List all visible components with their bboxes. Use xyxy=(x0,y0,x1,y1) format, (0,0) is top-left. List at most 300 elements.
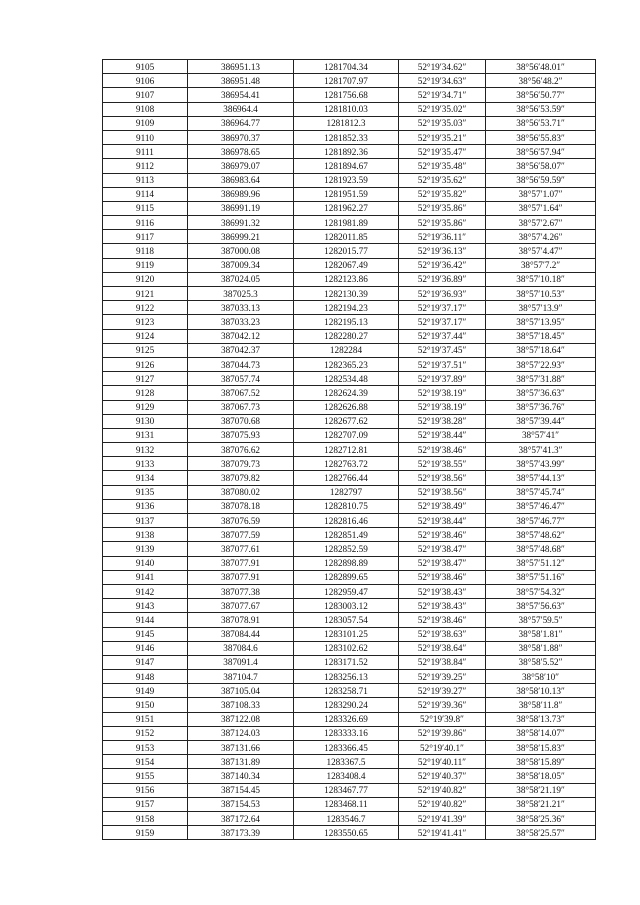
longitude-cell: 38°58′15.83″ xyxy=(486,741,596,755)
table-row xyxy=(103,712,596,726)
table-row xyxy=(103,329,596,343)
longitude-cell: 38°58′13.73″ xyxy=(486,712,596,726)
longitude-cell: 38°57′31.88″ xyxy=(486,372,596,386)
point-number-cell: 9157 xyxy=(103,797,188,811)
latitude-cell: 52°19′39.8″ xyxy=(399,712,486,726)
longitude-cell: 38°57′43.99″ xyxy=(486,457,596,471)
x-coordinate-cell: 387154.53 xyxy=(188,797,294,811)
longitude-cell: 38°56′53.59″ xyxy=(486,102,596,116)
longitude-cell: 38°57′10.18″ xyxy=(486,272,596,286)
longitude-cell: 38°58′15.89″ xyxy=(486,755,596,769)
point-number-cell: 9127 xyxy=(103,372,188,386)
longitude-cell: 38°57′46.47″ xyxy=(486,499,596,513)
point-number-cell: 9152 xyxy=(103,726,188,740)
table-row xyxy=(103,670,596,684)
longitude-cell: 38°57′18.64″ xyxy=(486,343,596,357)
table-row xyxy=(103,684,596,698)
x-coordinate-cell: 387104.7 xyxy=(188,670,294,684)
point-number-cell: 9120 xyxy=(103,272,188,286)
point-number-cell: 9149 xyxy=(103,684,188,698)
table-row xyxy=(103,130,596,144)
latitude-cell: 52°19′39.27″ xyxy=(399,684,486,698)
point-number-cell: 9135 xyxy=(103,485,188,499)
x-coordinate-cell: 387108.33 xyxy=(188,698,294,712)
y-coordinate-cell: 1283101.25 xyxy=(294,627,399,641)
latitude-cell: 52°19′34.71″ xyxy=(399,88,486,102)
latitude-cell: 52°19′38.28″ xyxy=(399,414,486,428)
x-coordinate-cell: 387077.59 xyxy=(188,528,294,542)
latitude-cell: 52°19′35.48″ xyxy=(399,159,486,173)
point-number-cell: 9111 xyxy=(103,145,188,159)
x-coordinate-cell: 387075.93 xyxy=(188,428,294,442)
latitude-cell: 52°19′34.62″ xyxy=(399,60,486,74)
y-coordinate-cell: 1281894.67 xyxy=(294,159,399,173)
table-row xyxy=(103,116,596,130)
longitude-cell: 38°56′53.71″ xyxy=(486,116,596,130)
longitude-cell: 38°56′48.2″ xyxy=(486,74,596,88)
longitude-cell: 38°57′1.07″ xyxy=(486,187,596,201)
y-coordinate-cell: 1281707.97 xyxy=(294,74,399,88)
x-coordinate-cell: 387131.89 xyxy=(188,755,294,769)
longitude-cell: 38°58′21.19″ xyxy=(486,783,596,797)
longitude-cell: 38°57′59.5″ xyxy=(486,613,596,627)
table-row xyxy=(103,741,596,755)
x-coordinate-cell: 387079.82 xyxy=(188,471,294,485)
longitude-cell: 38°58′18.05″ xyxy=(486,769,596,783)
latitude-cell: 52°19′39.86″ xyxy=(399,726,486,740)
longitude-cell: 38°57′44.13″ xyxy=(486,471,596,485)
longitude-cell: 38°57′2.67″ xyxy=(486,216,596,230)
table-row xyxy=(103,145,596,159)
table-row xyxy=(103,386,596,400)
latitude-cell: 52°19′34.63″ xyxy=(399,74,486,88)
table-row xyxy=(103,102,596,116)
x-coordinate-cell: 387078.91 xyxy=(188,613,294,627)
table-body xyxy=(103,60,596,840)
y-coordinate-cell: 1282195.13 xyxy=(294,315,399,329)
x-coordinate-cell: 387077.67 xyxy=(188,599,294,613)
point-number-cell: 9148 xyxy=(103,670,188,684)
point-number-cell: 9124 xyxy=(103,329,188,343)
point-number-cell: 9141 xyxy=(103,570,188,584)
table-row xyxy=(103,584,596,598)
longitude-cell: 38°57′48.68″ xyxy=(486,542,596,556)
x-coordinate-cell: 387076.62 xyxy=(188,443,294,457)
latitude-cell: 52°19′38.56″ xyxy=(399,485,486,499)
point-number-cell: 9137 xyxy=(103,514,188,528)
table-row xyxy=(103,443,596,457)
point-number-cell: 9125 xyxy=(103,343,188,357)
point-number-cell: 9151 xyxy=(103,712,188,726)
y-coordinate-cell: 1282797 xyxy=(294,485,399,499)
longitude-cell: 38°57′1.64″ xyxy=(486,201,596,215)
table-row xyxy=(103,414,596,428)
y-coordinate-cell: 1283326.69 xyxy=(294,712,399,726)
table-row xyxy=(103,471,596,485)
longitude-cell: 38°57′4.26″ xyxy=(486,230,596,244)
latitude-cell: 52°19′41.41″ xyxy=(399,826,486,840)
x-coordinate-cell: 386964.77 xyxy=(188,116,294,130)
table-row xyxy=(103,726,596,740)
latitude-cell: 52°19′38.19″ xyxy=(399,400,486,414)
point-number-cell: 9119 xyxy=(103,258,188,272)
x-coordinate-cell: 387067.52 xyxy=(188,386,294,400)
table-row xyxy=(103,698,596,712)
x-coordinate-cell: 387024.05 xyxy=(188,272,294,286)
latitude-cell: 52°19′40.1″ xyxy=(399,741,486,755)
x-coordinate-cell: 387173.39 xyxy=(188,826,294,840)
latitude-cell: 52°19′38.47″ xyxy=(399,542,486,556)
y-coordinate-cell: 1281756.68 xyxy=(294,88,399,102)
table-row xyxy=(103,230,596,244)
longitude-cell: 38°57′51.12″ xyxy=(486,556,596,570)
y-coordinate-cell: 1282624.39 xyxy=(294,386,399,400)
point-number-cell: 9142 xyxy=(103,584,188,598)
longitude-cell: 38°58′25.57″ xyxy=(486,826,596,840)
y-coordinate-cell: 1282712.81 xyxy=(294,443,399,457)
x-coordinate-cell: 387122.08 xyxy=(188,712,294,726)
table-row xyxy=(103,528,596,542)
x-coordinate-cell: 387077.91 xyxy=(188,570,294,584)
x-coordinate-cell: 387154.45 xyxy=(188,783,294,797)
longitude-cell: 38°58′1.81″ xyxy=(486,627,596,641)
latitude-cell: 52°19′40.37″ xyxy=(399,769,486,783)
longitude-cell: 38°57′41.3″ xyxy=(486,443,596,457)
latitude-cell: 52°19′36.13″ xyxy=(399,244,486,258)
y-coordinate-cell: 1281981.89 xyxy=(294,216,399,230)
x-coordinate-cell: 387067.73 xyxy=(188,400,294,414)
y-coordinate-cell: 1281812.3 xyxy=(294,116,399,130)
y-coordinate-cell: 1283258.71 xyxy=(294,684,399,698)
point-number-cell: 9139 xyxy=(103,542,188,556)
point-number-cell: 9158 xyxy=(103,811,188,825)
y-coordinate-cell: 1281962.27 xyxy=(294,201,399,215)
x-coordinate-cell: 387000.08 xyxy=(188,244,294,258)
table-row xyxy=(103,599,596,613)
table-row xyxy=(103,797,596,811)
longitude-cell: 38°57′4.47″ xyxy=(486,244,596,258)
latitude-cell: 52°19′35.82″ xyxy=(399,187,486,201)
longitude-cell: 38°58′10.13″ xyxy=(486,684,596,698)
x-coordinate-cell: 387077.91 xyxy=(188,556,294,570)
latitude-cell: 52°19′38.84″ xyxy=(399,655,486,669)
x-coordinate-cell: 387070.68 xyxy=(188,414,294,428)
point-number-cell: 9128 xyxy=(103,386,188,400)
x-coordinate-cell: 386954.41 xyxy=(188,88,294,102)
longitude-cell: 38°57′41″ xyxy=(486,428,596,442)
longitude-cell: 38°57′13.95″ xyxy=(486,315,596,329)
y-coordinate-cell: 1282899.65 xyxy=(294,570,399,584)
y-coordinate-cell: 1283057.54 xyxy=(294,613,399,627)
latitude-cell: 52°19′36.89″ xyxy=(399,272,486,286)
y-coordinate-cell: 1282067.49 xyxy=(294,258,399,272)
longitude-cell: 38°57′45.74″ xyxy=(486,485,596,499)
point-number-cell: 9117 xyxy=(103,230,188,244)
table-row xyxy=(103,187,596,201)
latitude-cell: 52°19′38.56″ xyxy=(399,471,486,485)
x-coordinate-cell: 387009.34 xyxy=(188,258,294,272)
latitude-cell: 52°19′38.19″ xyxy=(399,386,486,400)
point-number-cell: 9115 xyxy=(103,201,188,215)
table-row xyxy=(103,343,596,357)
table-row xyxy=(103,613,596,627)
latitude-cell: 52°19′37.89″ xyxy=(399,372,486,386)
longitude-cell: 38°58′10″ xyxy=(486,670,596,684)
longitude-cell: 38°57′13.9″ xyxy=(486,301,596,315)
x-coordinate-cell: 386979.07 xyxy=(188,159,294,173)
latitude-cell: 52°19′40.11″ xyxy=(399,755,486,769)
y-coordinate-cell: 1283408.4 xyxy=(294,769,399,783)
longitude-cell: 38°57′39.44″ xyxy=(486,414,596,428)
point-number-cell: 9105 xyxy=(103,60,188,74)
x-coordinate-cell: 387080.02 xyxy=(188,485,294,499)
table-row xyxy=(103,301,596,315)
x-coordinate-cell: 386999.21 xyxy=(188,230,294,244)
point-number-cell: 9136 xyxy=(103,499,188,513)
table-row xyxy=(103,400,596,414)
point-number-cell: 9159 xyxy=(103,826,188,840)
latitude-cell: 52°19′38.44″ xyxy=(399,514,486,528)
y-coordinate-cell: 1282626.88 xyxy=(294,400,399,414)
x-coordinate-cell: 386970.37 xyxy=(188,130,294,144)
latitude-cell: 52°19′39.36″ xyxy=(399,698,486,712)
y-coordinate-cell: 1283367.5 xyxy=(294,755,399,769)
y-coordinate-cell: 1281704.34 xyxy=(294,60,399,74)
point-number-cell: 9156 xyxy=(103,783,188,797)
longitude-cell: 38°57′36.63″ xyxy=(486,386,596,400)
latitude-cell: 52°19′38.43″ xyxy=(399,599,486,613)
latitude-cell: 52°19′38.44″ xyxy=(399,428,486,442)
y-coordinate-cell: 1282130.39 xyxy=(294,287,399,301)
y-coordinate-cell: 1282194.23 xyxy=(294,301,399,315)
y-coordinate-cell: 1283550.65 xyxy=(294,826,399,840)
latitude-cell: 52°19′38.46″ xyxy=(399,570,486,584)
y-coordinate-cell: 1283290.24 xyxy=(294,698,399,712)
table-row xyxy=(103,315,596,329)
table-row xyxy=(103,216,596,230)
x-coordinate-cell: 387079.73 xyxy=(188,457,294,471)
table-row xyxy=(103,74,596,88)
point-number-cell: 9109 xyxy=(103,116,188,130)
x-coordinate-cell: 387042.12 xyxy=(188,329,294,343)
longitude-cell: 38°57′36.76″ xyxy=(486,400,596,414)
longitude-cell: 38°58′1.88″ xyxy=(486,641,596,655)
latitude-cell: 52°19′37.44″ xyxy=(399,329,486,343)
y-coordinate-cell: 1282766.44 xyxy=(294,471,399,485)
y-coordinate-cell: 1283468.11 xyxy=(294,797,399,811)
table-row xyxy=(103,783,596,797)
y-coordinate-cell: 1282707.09 xyxy=(294,428,399,442)
latitude-cell: 52°19′35.47″ xyxy=(399,145,486,159)
x-coordinate-cell: 386951.48 xyxy=(188,74,294,88)
latitude-cell: 52°19′35.03″ xyxy=(399,116,486,130)
table-row xyxy=(103,641,596,655)
point-number-cell: 9123 xyxy=(103,315,188,329)
x-coordinate-cell: 386991.32 xyxy=(188,216,294,230)
longitude-cell: 38°58′11.8″ xyxy=(486,698,596,712)
coordinates-table xyxy=(102,59,596,840)
y-coordinate-cell: 1282810.75 xyxy=(294,499,399,513)
longitude-cell: 38°57′48.62″ xyxy=(486,528,596,542)
latitude-cell: 52°19′36.42″ xyxy=(399,258,486,272)
table-row xyxy=(103,769,596,783)
x-coordinate-cell: 386964.4 xyxy=(188,102,294,116)
latitude-cell: 52°19′37.17″ xyxy=(399,301,486,315)
point-number-cell: 9129 xyxy=(103,400,188,414)
table-row xyxy=(103,159,596,173)
longitude-cell: 38°56′58.07″ xyxy=(486,159,596,173)
x-coordinate-cell: 387091.4 xyxy=(188,655,294,669)
point-number-cell: 9132 xyxy=(103,443,188,457)
longitude-cell: 38°56′50.77″ xyxy=(486,88,596,102)
longitude-cell: 38°57′51.16″ xyxy=(486,570,596,584)
y-coordinate-cell: 1281923.59 xyxy=(294,173,399,187)
y-coordinate-cell: 1282011.85 xyxy=(294,230,399,244)
x-coordinate-cell: 387124.03 xyxy=(188,726,294,740)
y-coordinate-cell: 1283333.16 xyxy=(294,726,399,740)
table-row xyxy=(103,514,596,528)
point-number-cell: 9153 xyxy=(103,741,188,755)
latitude-cell: 52°19′37.51″ xyxy=(399,357,486,371)
y-coordinate-cell: 1281951.59 xyxy=(294,187,399,201)
table-row xyxy=(103,372,596,386)
latitude-cell: 52°19′39.25″ xyxy=(399,670,486,684)
y-coordinate-cell: 1282851.49 xyxy=(294,528,399,542)
table-row xyxy=(103,60,596,74)
y-coordinate-cell: 1282959.47 xyxy=(294,584,399,598)
point-number-cell: 9150 xyxy=(103,698,188,712)
x-coordinate-cell: 387172.64 xyxy=(188,811,294,825)
table-row xyxy=(103,755,596,769)
x-coordinate-cell: 386978.65 xyxy=(188,145,294,159)
longitude-cell: 38°58′14.07″ xyxy=(486,726,596,740)
y-coordinate-cell: 1282280.27 xyxy=(294,329,399,343)
point-number-cell: 9134 xyxy=(103,471,188,485)
longitude-cell: 38°57′56.63″ xyxy=(486,599,596,613)
x-coordinate-cell: 387076.59 xyxy=(188,514,294,528)
y-coordinate-cell: 1283003.12 xyxy=(294,599,399,613)
x-coordinate-cell: 387084.44 xyxy=(188,627,294,641)
latitude-cell: 52°19′41.39″ xyxy=(399,811,486,825)
latitude-cell: 52°19′38.49″ xyxy=(399,499,486,513)
longitude-cell: 38°57′22.93″ xyxy=(486,357,596,371)
longitude-cell: 38°57′7.2″ xyxy=(486,258,596,272)
longitude-cell: 38°58′5.52″ xyxy=(486,655,596,669)
table-row xyxy=(103,173,596,187)
x-coordinate-cell: 387033.13 xyxy=(188,301,294,315)
point-number-cell: 9112 xyxy=(103,159,188,173)
table-row xyxy=(103,88,596,102)
y-coordinate-cell: 1282763.72 xyxy=(294,457,399,471)
point-number-cell: 9107 xyxy=(103,88,188,102)
latitude-cell: 52°19′38.55″ xyxy=(399,457,486,471)
point-number-cell: 9118 xyxy=(103,244,188,258)
point-number-cell: 9106 xyxy=(103,74,188,88)
y-coordinate-cell: 1281892.36 xyxy=(294,145,399,159)
table-row xyxy=(103,811,596,825)
table-row xyxy=(103,244,596,258)
point-number-cell: 9133 xyxy=(103,457,188,471)
y-coordinate-cell: 1282816.46 xyxy=(294,514,399,528)
table-row xyxy=(103,826,596,840)
point-number-cell: 9154 xyxy=(103,755,188,769)
longitude-cell: 38°56′55.83″ xyxy=(486,130,596,144)
y-coordinate-cell: 1283102.62 xyxy=(294,641,399,655)
y-coordinate-cell: 1283366.45 xyxy=(294,741,399,755)
longitude-cell: 38°56′57.94″ xyxy=(486,145,596,159)
point-number-cell: 9145 xyxy=(103,627,188,641)
latitude-cell: 52°19′38.43″ xyxy=(399,584,486,598)
y-coordinate-cell: 1283256.13 xyxy=(294,670,399,684)
longitude-cell: 38°56′59.59″ xyxy=(486,173,596,187)
latitude-cell: 52°19′40.82″ xyxy=(399,783,486,797)
longitude-cell: 38°57′10.53″ xyxy=(486,287,596,301)
latitude-cell: 52°19′38.63″ xyxy=(399,627,486,641)
x-coordinate-cell: 387140.34 xyxy=(188,769,294,783)
table-row xyxy=(103,499,596,513)
table-row xyxy=(103,627,596,641)
y-coordinate-cell: 1282284 xyxy=(294,343,399,357)
y-coordinate-cell: 1281852.33 xyxy=(294,130,399,144)
y-coordinate-cell: 1283546.7 xyxy=(294,811,399,825)
x-coordinate-cell: 386991.19 xyxy=(188,201,294,215)
point-number-cell: 9116 xyxy=(103,216,188,230)
x-coordinate-cell: 387042.37 xyxy=(188,343,294,357)
latitude-cell: 52°19′37.17″ xyxy=(399,315,486,329)
table-row xyxy=(103,457,596,471)
point-number-cell: 9143 xyxy=(103,599,188,613)
y-coordinate-cell: 1282534.48 xyxy=(294,372,399,386)
latitude-cell: 52°19′35.62″ xyxy=(399,173,486,187)
latitude-cell: 52°19′38.46″ xyxy=(399,528,486,542)
x-coordinate-cell: 386951.13 xyxy=(188,60,294,74)
x-coordinate-cell: 387025.3 xyxy=(188,287,294,301)
point-number-cell: 9110 xyxy=(103,130,188,144)
table-row xyxy=(103,556,596,570)
x-coordinate-cell: 386989.96 xyxy=(188,187,294,201)
point-number-cell: 9144 xyxy=(103,613,188,627)
point-number-cell: 9155 xyxy=(103,769,188,783)
latitude-cell: 52°19′36.93″ xyxy=(399,287,486,301)
point-number-cell: 9121 xyxy=(103,287,188,301)
longitude-cell: 38°58′25.36″ xyxy=(486,811,596,825)
x-coordinate-cell: 387044.73 xyxy=(188,357,294,371)
table-row xyxy=(103,287,596,301)
x-coordinate-cell: 386983.64 xyxy=(188,173,294,187)
x-coordinate-cell: 387033.23 xyxy=(188,315,294,329)
x-coordinate-cell: 387078.18 xyxy=(188,499,294,513)
y-coordinate-cell: 1282123.86 xyxy=(294,272,399,286)
latitude-cell: 52°19′36.11″ xyxy=(399,230,486,244)
y-coordinate-cell: 1282852.59 xyxy=(294,542,399,556)
latitude-cell: 52°19′35.02″ xyxy=(399,102,486,116)
longitude-cell: 38°57′46.77″ xyxy=(486,514,596,528)
table-row xyxy=(103,272,596,286)
point-number-cell: 9147 xyxy=(103,655,188,669)
longitude-cell: 38°57′54.32″ xyxy=(486,584,596,598)
point-number-cell: 9146 xyxy=(103,641,188,655)
table-row xyxy=(103,201,596,215)
x-coordinate-cell: 387057.74 xyxy=(188,372,294,386)
table-row xyxy=(103,357,596,371)
y-coordinate-cell: 1282365.23 xyxy=(294,357,399,371)
latitude-cell: 52°19′37.45″ xyxy=(399,343,486,357)
y-coordinate-cell: 1281810.03 xyxy=(294,102,399,116)
y-coordinate-cell: 1282898.89 xyxy=(294,556,399,570)
latitude-cell: 52°19′35.86″ xyxy=(399,216,486,230)
y-coordinate-cell: 1283467.77 xyxy=(294,783,399,797)
table-row xyxy=(103,542,596,556)
